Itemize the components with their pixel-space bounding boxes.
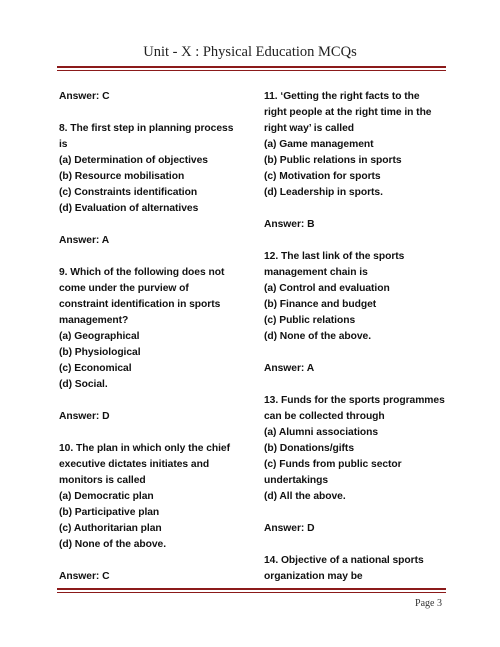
question-text-line: constraint identification in sports — [59, 299, 221, 310]
header-rule-thin — [57, 70, 446, 71]
question-text-line: management chain is — [264, 267, 368, 278]
page-header-title: Unit - X : Physical Education MCQs — [143, 44, 357, 60]
question-text-line: (a) Determination of objectives — [59, 155, 208, 166]
answer-line: Answer: D — [264, 523, 315, 534]
question-text-line: (a) Geographical — [59, 331, 140, 342]
header-rule — [57, 66, 446, 71]
question-text-line: 9. Which of the following does not — [59, 267, 225, 278]
question-text-line: (d) Leadership in sports. — [264, 187, 383, 198]
question-text-line: (d) Evaluation of alternatives — [59, 203, 199, 214]
question-text-line: (d) None of the above. — [264, 331, 372, 342]
right-text-column — [264, 89, 454, 585]
question-text-line: monitors is called — [59, 475, 146, 486]
question-text-line: come under the purview of — [59, 283, 189, 294]
question-text-line: (d) Social. — [59, 379, 108, 390]
question-text-line: 14. Objective of a national sports — [264, 555, 424, 566]
footer-rule-thick — [57, 588, 446, 590]
footer-rule — [57, 588, 446, 593]
line-spacer — [59, 393, 257, 409]
question-text-line: executive dictates initiates and — [59, 459, 210, 470]
line-spacer — [264, 345, 454, 361]
line-spacer — [59, 249, 257, 265]
question-text-line: 13. Funds for the sports programmes — [264, 395, 445, 406]
question-text-line: 10. The plan in which only the chief — [59, 443, 230, 454]
question-text-line: is — [59, 139, 68, 150]
question-text-line: (a) Game management — [264, 139, 374, 150]
question-text-line: right way’ is called — [264, 123, 354, 134]
line-spacer — [264, 537, 454, 553]
line-spacer — [59, 217, 257, 233]
question-text-line: (a) Alumni associations — [264, 427, 379, 438]
line-spacer — [264, 201, 454, 217]
question-text-line: 8. The first step in planning process — [59, 123, 234, 134]
question-text-line: management? — [59, 315, 129, 326]
line-spacer — [59, 553, 257, 569]
page-number: Page 3 — [415, 598, 442, 609]
line-spacer — [264, 233, 454, 249]
answer-line: Answer: A — [59, 235, 110, 246]
question-text-line: (b) Resource mobilisation — [59, 171, 185, 182]
question-text-line: (d) All the above. — [264, 491, 346, 502]
answer-line: Answer: D — [59, 411, 110, 422]
question-text-line: 11. ‘Getting the right facts to the — [264, 91, 420, 102]
line-spacer — [59, 425, 257, 441]
question-text-line: (c) Public relations — [264, 315, 356, 326]
question-text-line: right people at the right time in the — [264, 107, 432, 118]
question-text-line: (b) Finance and budget — [264, 299, 377, 310]
question-text-line: (b) Public relations in sports — [264, 155, 402, 166]
question-text-line: (c) Funds from public sector — [264, 459, 402, 470]
answer-line: Answer: C — [59, 91, 110, 102]
question-text-line: (d) None of the above. — [59, 539, 167, 550]
answer-line: Answer: C — [59, 571, 110, 582]
question-text-line: (c) Motivation for sports — [264, 171, 381, 182]
question-text-line: 12. The last link of the sports — [264, 251, 405, 262]
question-text-line: (c) Constraints identification — [59, 187, 198, 198]
question-text-line: (c) Authoritarian plan — [59, 523, 162, 534]
question-text-line: (a) Control and evaluation — [264, 283, 390, 294]
answer-line: Answer: B — [264, 219, 315, 230]
question-text-line: undertakings — [264, 475, 329, 486]
question-text-line: (b) Physiological — [59, 347, 141, 358]
question-text-line: (b) Participative plan — [59, 507, 160, 518]
question-text-line: (c) Economical — [59, 363, 132, 374]
question-text-line: organization may be — [264, 571, 363, 582]
line-spacer — [59, 105, 257, 121]
question-text-line: (a) Democratic plan — [59, 491, 154, 502]
line-spacer — [264, 377, 454, 393]
left-text-column — [59, 89, 257, 585]
header-rule-thick — [57, 66, 446, 68]
question-text-line: (b) Donations/gifts — [264, 443, 354, 454]
question-text-line: can be collected through — [264, 411, 385, 422]
answer-line: Answer: A — [264, 363, 315, 374]
footer-rule-thin — [57, 592, 446, 593]
line-spacer — [264, 505, 454, 521]
